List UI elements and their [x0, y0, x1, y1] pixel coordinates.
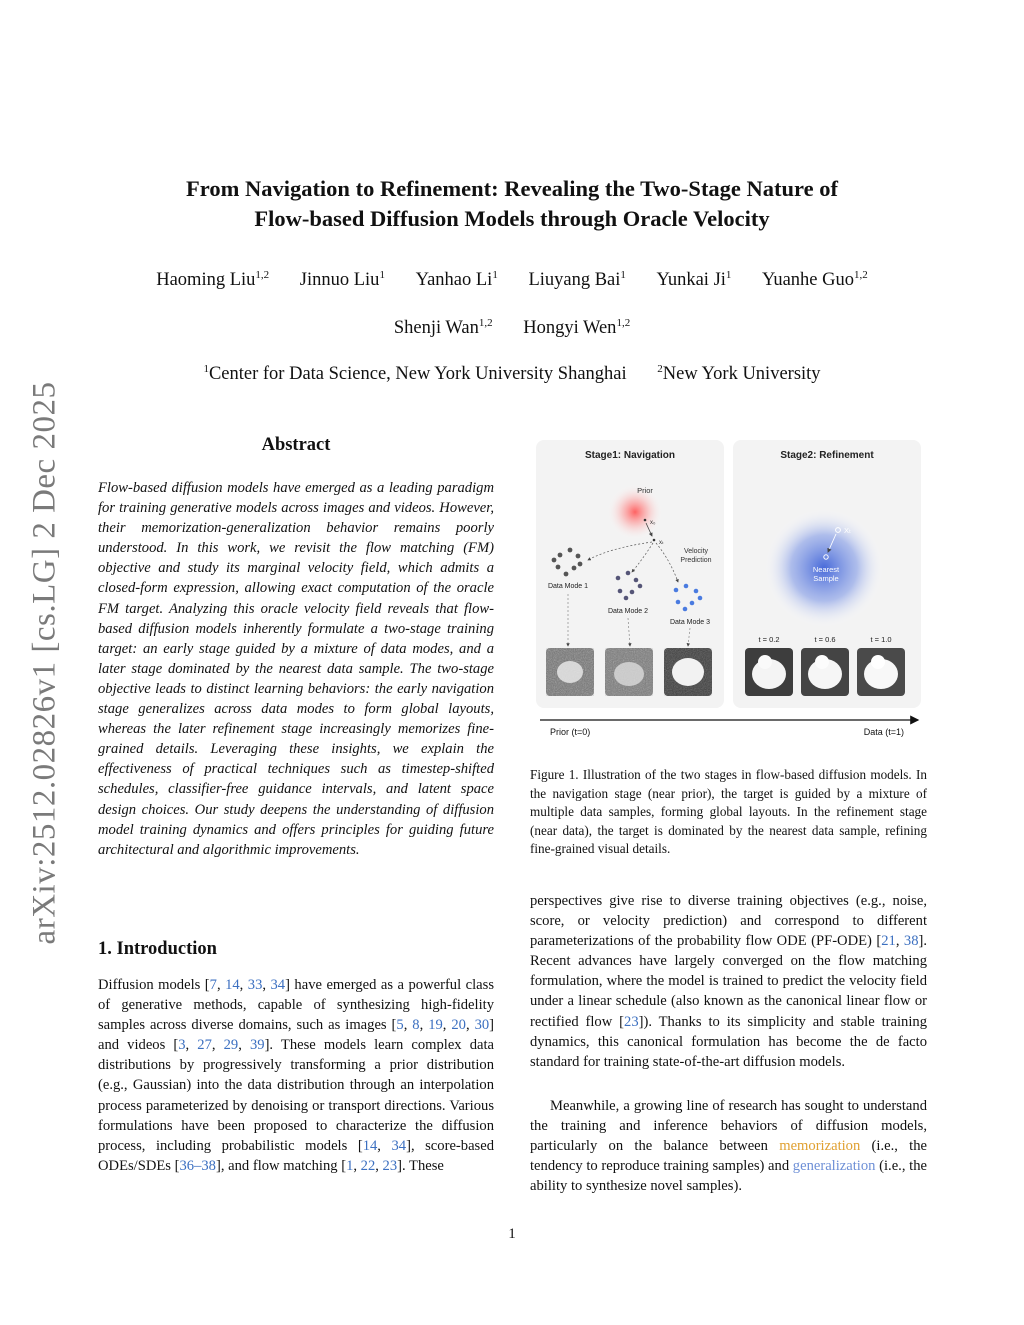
t-label-2: t = 1.0 [870, 635, 892, 644]
data-mode-1-label: Data Mode 1 [547, 583, 589, 590]
citation-link[interactable]: 21 [881, 933, 896, 950]
citation-link[interactable]: 22 [360, 1157, 376, 1174]
citation-link[interactable]: 14 [225, 977, 240, 993]
xt2-label: Xₜ [844, 526, 852, 535]
author: Yuanhe Guo$^{1,2}$ [762, 268, 868, 290]
author-list-row2 [100, 318, 924, 339]
citation-link[interactable]: 33 [247, 977, 263, 993]
arxiv-identifier: arXiv:2512.02826v1 [cs.LG] 2 Dec 2025 [26, 381, 63, 945]
t-label-0: t = 0.2 [758, 635, 780, 644]
figure-1-caption: Figure 1. Illustration of the two stages in flow-based diffusion models. In the navigation stage (near prior), the target is guided by a mixture of multiple data samples, forming global layouts. In the refinement stage (near data), the target is dominated by the nearest data sample, refining fine-grained visual details. [530, 767, 927, 857]
xt-point [653, 539, 656, 542]
stage2-title: Stage2: Refinement [780, 450, 874, 461]
introduction-paragraph: Diffusion models [7, 14, 33, 34] have emerged as a powerful class of generative methods, capable of synthesizing high-fidelity samples across diverse domains, such as images [5, 8, 19, 20, 30] and videos [3, 27, 29, 39]. These models learn complex data distributions by progressively transforming a prior distribution (e.g., Gaussian) into the data distribution through an interpolation process parameterized by denoising or transport directions. Various formulations have been proposed to characterize the diffusion process, including probabilistic models [14, 34], score-based ODEs/SDEs [36–38], and flow matching [1, 22, 23]. These [98, 977, 495, 1174]
citation-link[interactable]: 34 [391, 1137, 407, 1154]
affiliation: $^1$Center for Data Science, New York University Shanghai [203, 362, 627, 384]
abstract-heading: Abstract [261, 435, 331, 455]
velocity-label-1: Velocity [683, 548, 709, 555]
citation-link[interactable]: 20 [451, 1017, 466, 1034]
right-column-paragraph-2: Meanwhile, a growing line of research has sought to understand the training and inference behaviors of diffusion models, particularly on the balance between memorization (i.e., the tendency to reproduce training samples) and generalization (i.e., the ability to synthesize novel samples). [530, 1098, 927, 1195]
velocity-label-2: Prediction [680, 557, 712, 564]
citation-link[interactable]: 14 [362, 1137, 378, 1154]
xt-label: xₜ [659, 540, 664, 546]
citation-link[interactable]: 29 [223, 1037, 239, 1054]
t-label-1: t = 0.6 [814, 635, 836, 644]
page-number: 1 [508, 1226, 516, 1242]
prior-glow [607, 484, 663, 540]
author: Hongyi Wen$^{1,2}$ [523, 316, 631, 338]
citation-link[interactable]: 8 [412, 1017, 420, 1034]
figure-1-illustration [530, 436, 927, 746]
stage2-sample-images [745, 648, 905, 696]
citation-link[interactable]: 30 [474, 1017, 490, 1034]
author-list-row1 [100, 270, 924, 291]
section-heading-introduction: 1. Introduction [98, 939, 217, 959]
citation-link[interactable]: 23 [382, 1157, 398, 1174]
author: Jinnuo Liu$^1$ [299, 268, 385, 290]
author: Liuyang Bai$^1$ [528, 268, 626, 290]
paper-title: From Navigation to Refinement: Revealing the Two-Stage Nature of Flow-based Diffusion Models through Oracle Velocity [186, 176, 838, 231]
citation-link[interactable]: 38 [903, 933, 919, 950]
abstract-text: Flow-based diffusion models have emerged as a leading paradigm for training generative models across images and videos. However, their memorization-generalization behavior remains poorly understood. In this work, we revisit the flow matching (FM) objective and study its marginal velocity field, which admits a closed-form expression, allowing exact computation of the oracle FM target. Analyzing this oracle velocity field reveals that flow-based diffusion models inherently formulate a two-stage training target: an early stage guided by a mixture of data modes, and a later stage dominated by the nearest data sample. The two-stage objective leads to distinct learning behaviors: the early navigation stage generalizes across data modes to form global layouts, whereas the later refinement stage increasingly memorizes fine-grained details. Leveraging these insights, we explain the effectiveness of practical techniques such as timestep-shifted schedules, classifier-free guidance intervals, and latent space design choices. Our study deepens the understanding of diffusion model training dynamics and offers principles for guiding future architectural and algorithmic improvements. [98, 480, 494, 858]
data-mode-3-label: Data Mode 3 [669, 619, 711, 626]
axis-left-label: Prior (t=0) [550, 727, 591, 737]
stage1-sample-images [546, 648, 712, 696]
author: Yanhao Li$^1$ [415, 268, 498, 290]
citation-link[interactable]: 39 [249, 1037, 265, 1054]
author: Shenji Wan$^{1,2}$ [393, 316, 493, 338]
generalization-link[interactable]: generalization [792, 1158, 876, 1175]
citation-link[interactable]: 3 [178, 1037, 186, 1054]
citation-link[interactable]: 27 [197, 1037, 212, 1054]
author: Yunkai Ji$^1$ [656, 268, 732, 290]
axis-right-label: Data (t=1) [863, 727, 904, 737]
citation-link[interactable]: 36–38 [179, 1157, 216, 1174]
citation-link[interactable]: 34 [270, 977, 286, 993]
nearest-label-2: Sample [813, 574, 839, 583]
x0-point [644, 519, 647, 522]
stage1-title: Stage1: Navigation [584, 450, 676, 461]
memorization-link[interactable]: memorization [779, 1138, 861, 1155]
citation-link[interactable]: 5 [396, 1017, 404, 1034]
citation-link[interactable]: 19 [428, 1017, 443, 1034]
nearest-label-1: Nearest [812, 565, 840, 574]
citation-link[interactable]: 23 [624, 1013, 639, 1030]
affiliation: $^2$New York University [657, 362, 821, 384]
data-mode-2-label: Data Mode 2 [607, 608, 649, 615]
citation-link[interactable]: 7 [209, 977, 217, 993]
affiliations [100, 364, 924, 385]
author: Haoming Liu$^{1,2}$ [156, 268, 270, 290]
citation-link[interactable]: 1 [346, 1157, 354, 1174]
figure-1 [530, 436, 927, 746]
prior-label: Prior [637, 486, 653, 495]
x0-label: x₀ [650, 520, 656, 526]
right-column-paragraph-1: perspectives give rise to diverse training objectives (e.g., noise, score, or velocity prediction) and correspond to different parameterizations of the probability flow ODE (PF-ODE) [21, 38]. Recent advances have largely converged on the flow matching formulation, where the model is trained to predict the velocity field under a linear schedule (also known as the canonical linear flow or rectified flow [23]). Thanks to its simplicity and stable training dynamics, this canonical formulation has become the de facto standard for training state-of-the-art diffusion models. [530, 893, 928, 1070]
